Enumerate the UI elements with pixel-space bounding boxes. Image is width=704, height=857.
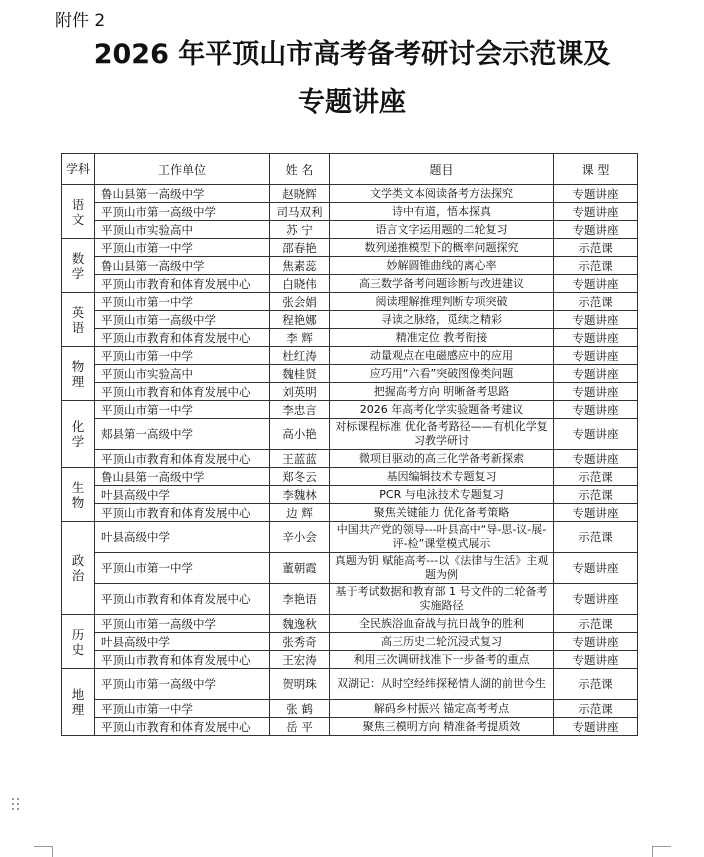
topic-cell: 语言文字运用题的二轮复习 — [330, 221, 554, 239]
unit-cell: 平顶山市第一高级中学 — [95, 311, 270, 329]
type-cell: 示范课 — [554, 615, 638, 633]
topic-cell: 全民族浴血奋战与抗日战争的胜利 — [330, 615, 554, 633]
subject-cell: 语 文 — [62, 185, 95, 239]
table-row — [62, 347, 638, 365]
topic-cell: 数列递推模型下的概率问题探究 — [330, 239, 554, 257]
name-cell: 张 鹤 — [270, 700, 330, 718]
unit-cell: 叶县高级中学 — [95, 522, 270, 553]
subject-cell: 历 史 — [62, 615, 95, 669]
table-header-row — [62, 154, 638, 185]
name-cell: 王宏涛 — [270, 651, 330, 669]
type-cell: 专题讲座 — [554, 450, 638, 468]
table-row — [62, 293, 638, 311]
name-cell: 边 辉 — [270, 504, 330, 522]
topic-cell: 真题为钥 赋能高考---以《法律与生活》主观题为例 — [330, 553, 554, 584]
topic-cell: 聚焦三模明方向 精准备考提质效 — [330, 718, 554, 736]
unit-cell: 鲁山县第一高级中学 — [95, 185, 270, 203]
unit-cell: 叶县高级中学 — [95, 633, 270, 651]
unit-cell: 平顶山市教育和体育发展中心 — [95, 504, 270, 522]
table-row — [62, 329, 638, 347]
table-row — [62, 401, 638, 419]
unit-cell: 平顶山市教育和体育发展中心 — [95, 329, 270, 347]
table-body — [62, 185, 638, 736]
table-row — [62, 633, 638, 651]
topic-cell: PCR 与电泳技术专题复习 — [330, 486, 554, 504]
type-cell: 专题讲座 — [554, 504, 638, 522]
type-cell: 专题讲座 — [554, 347, 638, 365]
topic-cell: 基因编辑技术专题复习 — [330, 468, 554, 486]
table-row — [62, 185, 638, 203]
name-cell: 白晓伟 — [270, 275, 330, 293]
topic-cell: 利用三次调研找准下一步备考的重点 — [330, 651, 554, 669]
type-cell: 示范课 — [554, 669, 638, 700]
table-row — [62, 383, 638, 401]
name-cell: 张会娟 — [270, 293, 330, 311]
table-row — [62, 553, 638, 584]
header-name: 姓 名 — [270, 154, 330, 185]
subject-cell: 英 语 — [62, 293, 95, 347]
unit-cell: 平顶山市实验高中 — [95, 221, 270, 239]
unit-cell: 平顶山市教育和体育发展中心 — [95, 718, 270, 736]
unit-cell: 平顶山市第一中学 — [95, 553, 270, 584]
name-cell: 李 辉 — [270, 329, 330, 347]
subject-cell: 地 理 — [62, 669, 95, 736]
header-unit: 工作单位 — [95, 154, 270, 185]
page-corner-mark-right — [652, 846, 671, 857]
drag-handle-icon[interactable] — [12, 798, 22, 812]
topic-cell: 2026 年高考化学实验题备考建议 — [330, 401, 554, 419]
topic-cell: 寻读之脉络，觅续之精彩 — [330, 311, 554, 329]
name-cell: 司马双利 — [270, 203, 330, 221]
type-cell: 专题讲座 — [554, 633, 638, 651]
table-row — [62, 239, 638, 257]
topic-cell: 把握高考方向 明晰备考思路 — [330, 383, 554, 401]
topic-cell: 聚焦关键能力 优化备考策略 — [330, 504, 554, 522]
type-cell: 专题讲座 — [554, 221, 638, 239]
unit-cell: 平顶山市第一中学 — [95, 401, 270, 419]
topic-cell: 高三数学备考问题诊断与改进建议 — [330, 275, 554, 293]
subject-cell: 政 治 — [62, 522, 95, 615]
table-row — [62, 450, 638, 468]
type-cell: 专题讲座 — [554, 311, 638, 329]
table-row — [62, 700, 638, 718]
subject-cell: 物 理 — [62, 347, 95, 401]
unit-cell: 平顶山市第一中学 — [95, 239, 270, 257]
topic-cell: 中国共产党的领导---叶县高中“导-思-议-展-评-检”课堂模式展示 — [330, 522, 554, 553]
topic-cell: 阅读理解推理判断专项突破 — [330, 293, 554, 311]
table-row — [62, 365, 638, 383]
type-cell: 专题讲座 — [554, 718, 638, 736]
type-cell: 专题讲座 — [554, 401, 638, 419]
unit-cell: 鲁山县第一高级中学 — [95, 468, 270, 486]
table-row — [62, 221, 638, 239]
topic-cell: 高三历史二轮沉浸式复习 — [330, 633, 554, 651]
name-cell: 杜红涛 — [270, 347, 330, 365]
type-cell: 专题讲座 — [554, 383, 638, 401]
table-row — [62, 522, 638, 553]
name-cell: 李魏林 — [270, 486, 330, 504]
name-cell: 魏逸秋 — [270, 615, 330, 633]
table-row — [62, 419, 638, 450]
name-cell: 苏 宁 — [270, 221, 330, 239]
name-cell: 董朝霞 — [270, 553, 330, 584]
name-cell: 王蓝蓝 — [270, 450, 330, 468]
topic-cell: 解码乡村振兴 锚定高考考点 — [330, 700, 554, 718]
name-cell: 焦素蕊 — [270, 257, 330, 275]
unit-cell: 平顶山市第一高级中学 — [95, 615, 270, 633]
unit-cell: 平顶山市第一中学 — [95, 293, 270, 311]
unit-cell: 平顶山市教育和体育发展中心 — [95, 383, 270, 401]
subject-cell: 生 物 — [62, 468, 95, 522]
name-cell: 李艳语 — [270, 584, 330, 615]
page-corner-mark-left — [34, 846, 53, 857]
topic-cell: 动量观点在电磁感应中的应用 — [330, 347, 554, 365]
type-cell: 示范课 — [554, 700, 638, 718]
table-row — [62, 615, 638, 633]
unit-cell: 郏县第一高级中学 — [95, 419, 270, 450]
header-topic: 题目 — [330, 154, 554, 185]
type-cell: 专题讲座 — [554, 651, 638, 669]
unit-cell: 平顶山市教育和体育发展中心 — [95, 450, 270, 468]
type-cell: 专题讲座 — [554, 275, 638, 293]
subject-cell: 数 学 — [62, 239, 95, 293]
topic-cell: 诗中有道，悟本探真 — [330, 203, 554, 221]
type-cell: 专题讲座 — [554, 584, 638, 615]
name-cell: 程艳娜 — [270, 311, 330, 329]
type-cell: 示范课 — [554, 468, 638, 486]
header-type: 课 型 — [554, 154, 638, 185]
table-row — [62, 584, 638, 615]
schedule-table — [61, 153, 638, 736]
table-row — [62, 651, 638, 669]
name-cell: 辛小会 — [270, 522, 330, 553]
topic-cell: 对标课程标准 优化备考路径——有机化学复习教学研讨 — [330, 419, 554, 450]
name-cell: 高小艳 — [270, 419, 330, 450]
document-title-line1: 2026 年平顶山市高考备考研讨会示范课及 — [93, 39, 611, 70]
type-cell: 专题讲座 — [554, 419, 638, 450]
type-cell: 示范课 — [554, 239, 638, 257]
topic-cell: 精准定位 教考衔接 — [330, 329, 554, 347]
subject-cell: 化 学 — [62, 401, 95, 468]
type-cell: 专题讲座 — [554, 553, 638, 584]
unit-cell: 平顶山市实验高中 — [95, 365, 270, 383]
table-row — [62, 669, 638, 700]
type-cell: 示范课 — [554, 293, 638, 311]
unit-cell: 平顶山市教育和体育发展中心 — [95, 584, 270, 615]
name-cell: 贺明珠 — [270, 669, 330, 700]
type-cell: 示范课 — [554, 522, 638, 553]
table-row — [62, 275, 638, 293]
topic-cell: 妙解圆锥曲线的离心率 — [330, 257, 554, 275]
unit-cell: 平顶山市教育和体育发展中心 — [95, 275, 270, 293]
topic-cell: 双湖记：从时空经纬探秘情人湖的前世今生 — [330, 669, 554, 700]
type-cell: 专题讲座 — [554, 185, 638, 203]
unit-cell: 鲁山县第一高级中学 — [95, 257, 270, 275]
unit-cell: 平顶山市第一高级中学 — [95, 669, 270, 700]
table-row — [62, 311, 638, 329]
name-cell: 刘英明 — [270, 383, 330, 401]
type-cell: 专题讲座 — [554, 365, 638, 383]
table-row — [62, 718, 638, 736]
type-cell: 专题讲座 — [554, 203, 638, 221]
unit-cell: 平顶山市第一中学 — [95, 700, 270, 718]
topic-cell: 文学类文本阅读备考方法探究 — [330, 185, 554, 203]
type-cell: 示范课 — [554, 486, 638, 504]
attachment-label: 附件 2 — [55, 11, 106, 31]
name-cell: 魏桂贤 — [270, 365, 330, 383]
name-cell: 岳 平 — [270, 718, 330, 736]
unit-cell: 平顶山市第一中学 — [95, 347, 270, 365]
type-cell: 示范课 — [554, 257, 638, 275]
topic-cell: 应巧用“六看”突破图像类问题 — [330, 365, 554, 383]
type-cell: 专题讲座 — [554, 329, 638, 347]
table-row — [62, 468, 638, 486]
table-row — [62, 257, 638, 275]
name-cell: 赵晓辉 — [270, 185, 330, 203]
table-row — [62, 486, 638, 504]
topic-cell: 基于考试数据和教育部 1 号文件的二轮备考实施路径 — [330, 584, 554, 615]
header-subject: 学科 — [62, 154, 95, 185]
name-cell: 郑冬云 — [270, 468, 330, 486]
name-cell: 张秀奇 — [270, 633, 330, 651]
table-row — [62, 504, 638, 522]
document-title-line2: 专题讲座 — [298, 87, 406, 118]
name-cell: 李忠言 — [270, 401, 330, 419]
unit-cell: 平顶山市教育和体育发展中心 — [95, 651, 270, 669]
topic-cell: 微项目驱动的高三化学备考新探索 — [330, 450, 554, 468]
unit-cell: 叶县高级中学 — [95, 486, 270, 504]
name-cell: 邵春艳 — [270, 239, 330, 257]
table-row — [62, 203, 638, 221]
unit-cell: 平顶山市第一高级中学 — [95, 203, 270, 221]
